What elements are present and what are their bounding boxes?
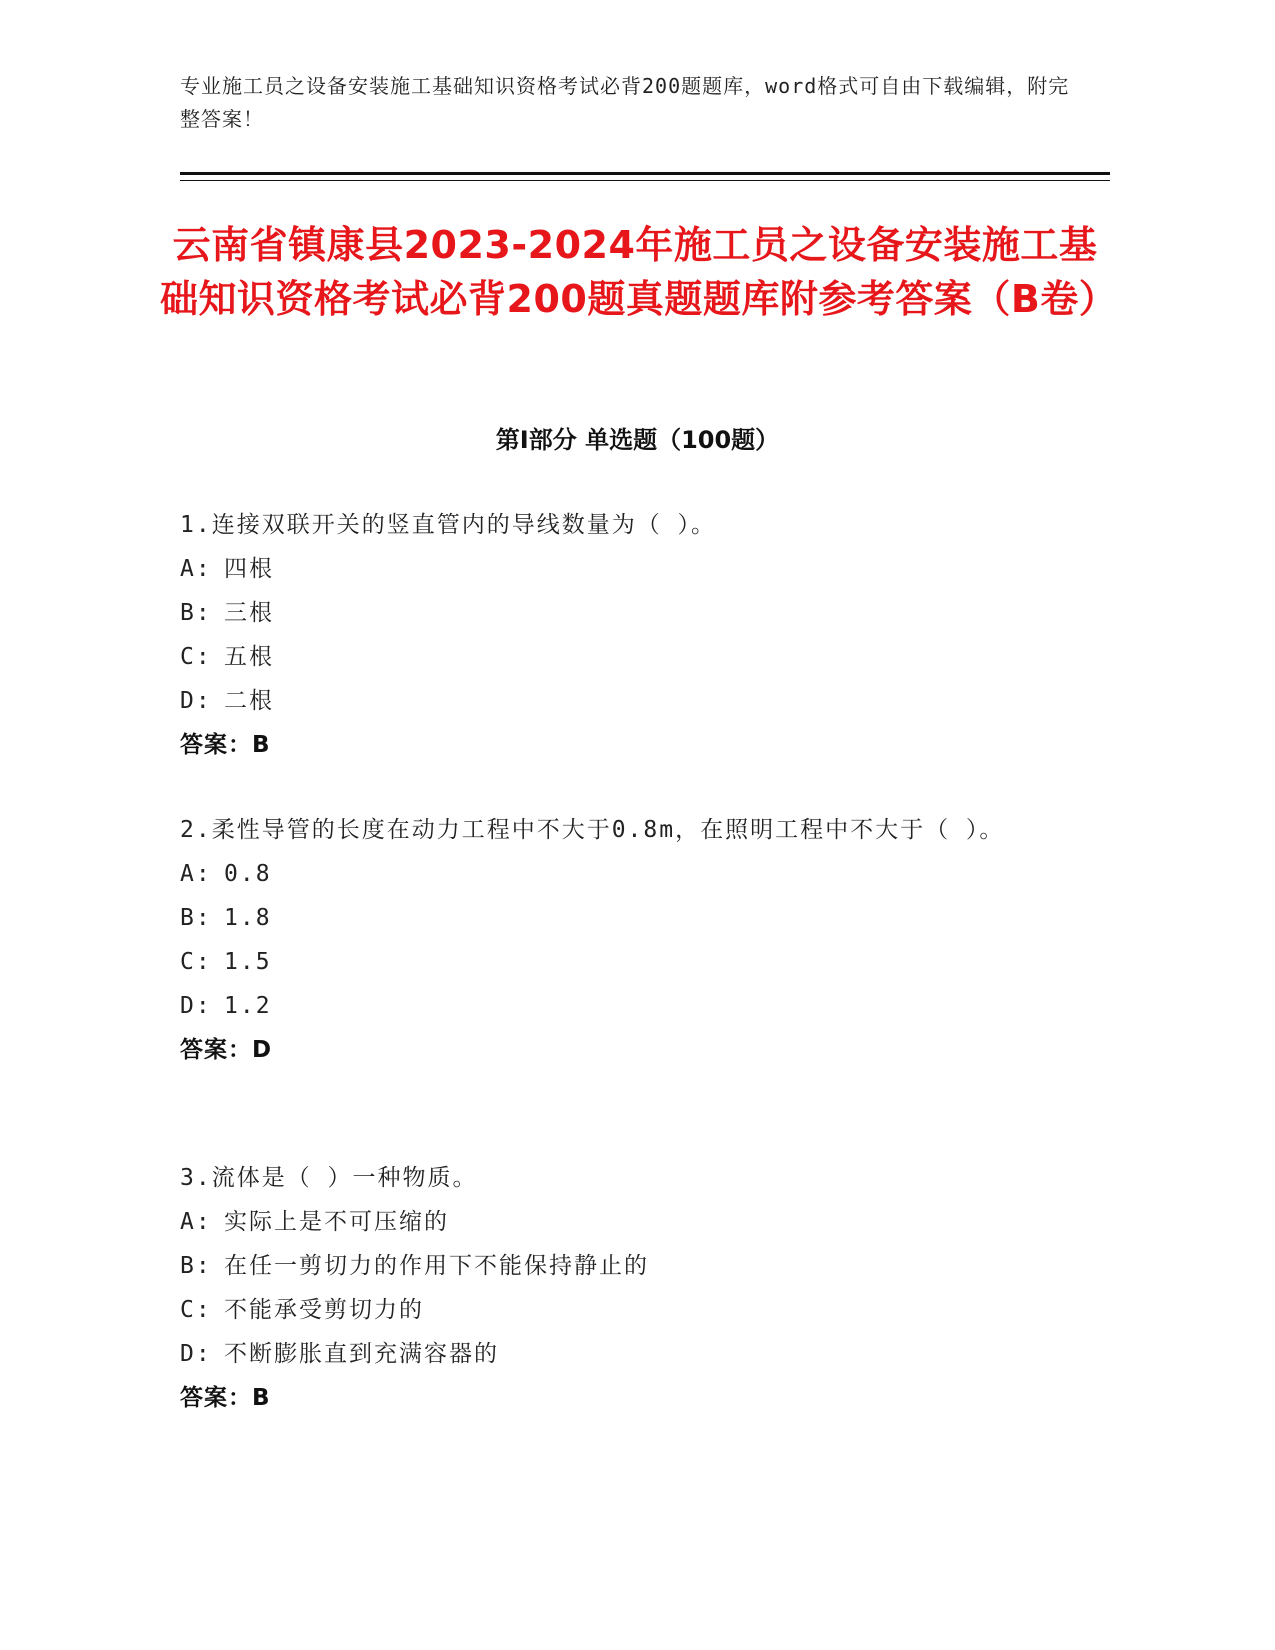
option-text: 五根	[224, 644, 274, 670]
option-b	[180, 896, 1080, 940]
option-letter: A:	[180, 1209, 212, 1235]
option-text: 1.5	[224, 949, 272, 975]
header-note: 专业施工员之设备安装施工基础知识资格考试必背200题题库，word格式可自由下载编辑，附完整答案！	[180, 74, 1070, 131]
option-text: 1.8	[224, 905, 272, 931]
option-letter: B:	[180, 905, 212, 931]
option-letter: B:	[180, 1253, 212, 1279]
question-2	[180, 808, 1080, 1072]
option-a	[180, 852, 1080, 896]
answer: 答案：B	[180, 1385, 271, 1411]
question-3	[180, 1156, 1080, 1420]
option-c	[180, 635, 1080, 679]
option-text: 四根	[224, 556, 274, 582]
header-divider-thick	[180, 172, 1110, 175]
option-text: 二根	[224, 688, 274, 714]
answer: 答案：B	[180, 732, 271, 758]
option-letter: D:	[180, 993, 212, 1019]
option-letter: D:	[180, 688, 212, 714]
option-d	[180, 984, 1080, 1028]
question-1	[180, 503, 1080, 767]
answer: 答案：D	[180, 1037, 273, 1063]
question-text: 3.流体是（ ）一种物质。	[180, 1165, 478, 1191]
option-c	[180, 1288, 1080, 1332]
question-text: 1.连接双联开关的竖直管内的导线数量为（ ）。	[180, 512, 717, 538]
option-text: 不断膨胀直到充满容器的	[224, 1341, 499, 1367]
option-d	[180, 679, 1080, 723]
option-letter: C:	[180, 949, 212, 975]
document-title: 云南省镇康县2023-2024年施工员之设备安装施工基础知识资格考试必背200题真题题库附参考答案（B卷）	[160, 223, 1118, 321]
option-d	[180, 1332, 1080, 1376]
option-letter: A:	[180, 556, 212, 582]
option-letter: B:	[180, 600, 212, 626]
option-text: 三根	[224, 600, 274, 626]
option-text: 在任一剪切力的作用下不能保持静止的	[224, 1253, 649, 1279]
option-c	[180, 940, 1080, 984]
option-letter: C:	[180, 644, 212, 670]
option-text: 1.2	[224, 993, 272, 1019]
section-heading: 第Ⅰ部分 单选题（100题）	[495, 426, 780, 454]
option-b	[180, 1244, 1080, 1288]
option-letter: A:	[180, 861, 212, 887]
option-letter: D:	[180, 1341, 212, 1367]
option-text: 实际上是不可压缩的	[224, 1209, 449, 1235]
option-a	[180, 1200, 1080, 1244]
option-letter: C:	[180, 1297, 212, 1323]
question-text: 2.柔性导管的长度在动力工程中不大于0.8m，在照明工程中不大于（ ）。	[180, 817, 1005, 843]
header-divider-thin	[180, 180, 1110, 181]
option-a	[180, 547, 1080, 591]
option-text: 不能承受剪切力的	[224, 1297, 424, 1323]
option-b	[180, 591, 1080, 635]
option-text: 0.8	[224, 861, 272, 887]
